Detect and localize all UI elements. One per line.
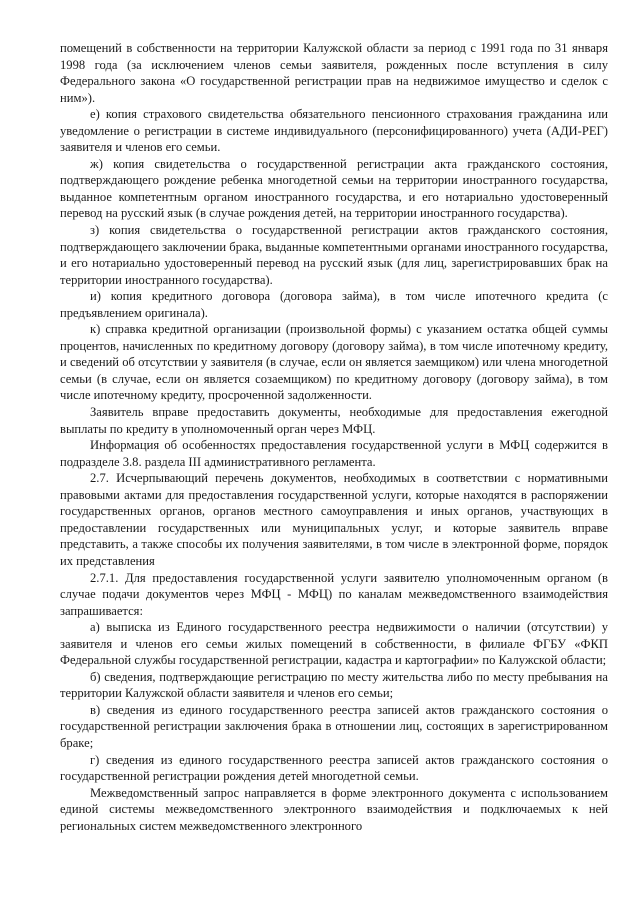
paragraph-item-g: г) сведения из единого государственного реестра записей актов гражданского состояния о государственной регистрации рождения детей многодетной семьи.: [60, 752, 608, 784]
paragraph-item-i: и) копия кредитного договора (договора займа), в том числе ипотечного кредита (с предъявлением оригинала).: [60, 289, 608, 320]
paragraph-interagency-request: Межведомственный запрос направляется в форме электронного документа с использованием единой системы межведомственного электронного взаимодействия и подключаемых к ней региональных систем межведомственного электронного: [60, 785, 608, 833]
paragraph-applicant-right: Заявитель вправе предоставить документы, необходимые для предоставления ежегодной выплаты по кредиту в уполномоченный орган через МФЦ.: [60, 405, 608, 436]
paragraph-section-2-7-1: 2.7.1. Для предоставления государственной услуги заявителю уполномоченным органом (в случае подачи документов через МФЦ - МФЦ) по каналам межведомственного взаимодействия запрашивается:: [60, 570, 608, 618]
paragraph-item-v: в) сведения из единого государственного реестра записей актов гражданского состояния о государственной регистрации заключения брака в отношении лиц, состоящих в зарегистрированном браке;: [60, 702, 608, 750]
paragraph-item-zh: ж) копия свидетельства о государственной регистрации акта гражданского состояния, подтверждающего рождение ребенка многодетной семьи на территории иностранного государства, выданное компетентным органом иностранного государства, и его нотариально удостоверенный перевод на русский язык (в случае рождения детей, на территории иностранного государства).: [60, 156, 608, 221]
paragraph-item-a: а) выписка из Единого государственного реестра недвижимости о наличии (отсутствии) у заявителя и членов его семьи жилых помещений в собственности, в филиале ФГБУ «ФКП Федеральной службы государственной регистрации, кадастра и картографии» по Калужской области;: [60, 620, 608, 668]
paragraph-item-e: е) копия страхового свидетельства обязательного пенсионного страхования гражданина или уведомление о регистрации в системе индивидуального (персонифицированного) учета (АДИ-РЕГ) заявителя и членов его семьи.: [60, 107, 608, 155]
document-body: [60, 40, 608, 834]
paragraph-item-b: б) сведения, подтверждающие регистрацию по месту жительства либо по месту пребывания на территории Калужской области заявителя и членов его семьи;: [60, 669, 608, 701]
paragraph-item-z: з) копия свидетельства о государственной регистрации актов гражданского состояния, подтверждающего заключении брака, выданные компетентными органами иностранного государства, и его нотариально удостоверенный перевод на русский язык (для лиц, зарегистрировавших брак на территории иностранного государства).: [60, 223, 608, 287]
paragraph-section-2-7: 2.7. Исчерпывающий перечень документов, необходимых в соответствии с нормативными правовыми актами для предоставления государственной услуги, которые находятся в распоряжении государственных органов, органов местного самоуправления и иных органов, участвующих в предоставлении государственных или муниципальных услуг, и которые заявитель вправе представить, а также способы их получения заявителями, в том числе в электронной форме, порядок их представления: [60, 471, 608, 568]
paragraph-item-k: к) справка кредитной организации (произвольной формы) с указанием остатка общей суммы процентов, начисленных по кредитному договору (договору займа), в том числе ипотечному кредиту, и сведений об отсутствии у заявителя (в случае, если он является заемщиком) или члена многодетной семьи (в случае, если он является созаемщиком) по кредитному договору (договору займа), в том числе ипотечному кредиту, просроченной задолженности.: [60, 322, 608, 403]
paragraph-continuation: помещений в собственности на территории Калужской области за период с 1991 года по 31 января 1998 года (за исключением членов семьи заявителя, рожденных после вступления в силу Федерального закона «О государственной регистрации прав на недвижимое имущество и сделок с ним»).: [60, 41, 608, 105]
paragraph-mfc-info: Информация об особенностях предоставления государственной услуги в МФЦ содержится в подразделе 3.8. раздела III административного регламента.: [60, 438, 608, 469]
